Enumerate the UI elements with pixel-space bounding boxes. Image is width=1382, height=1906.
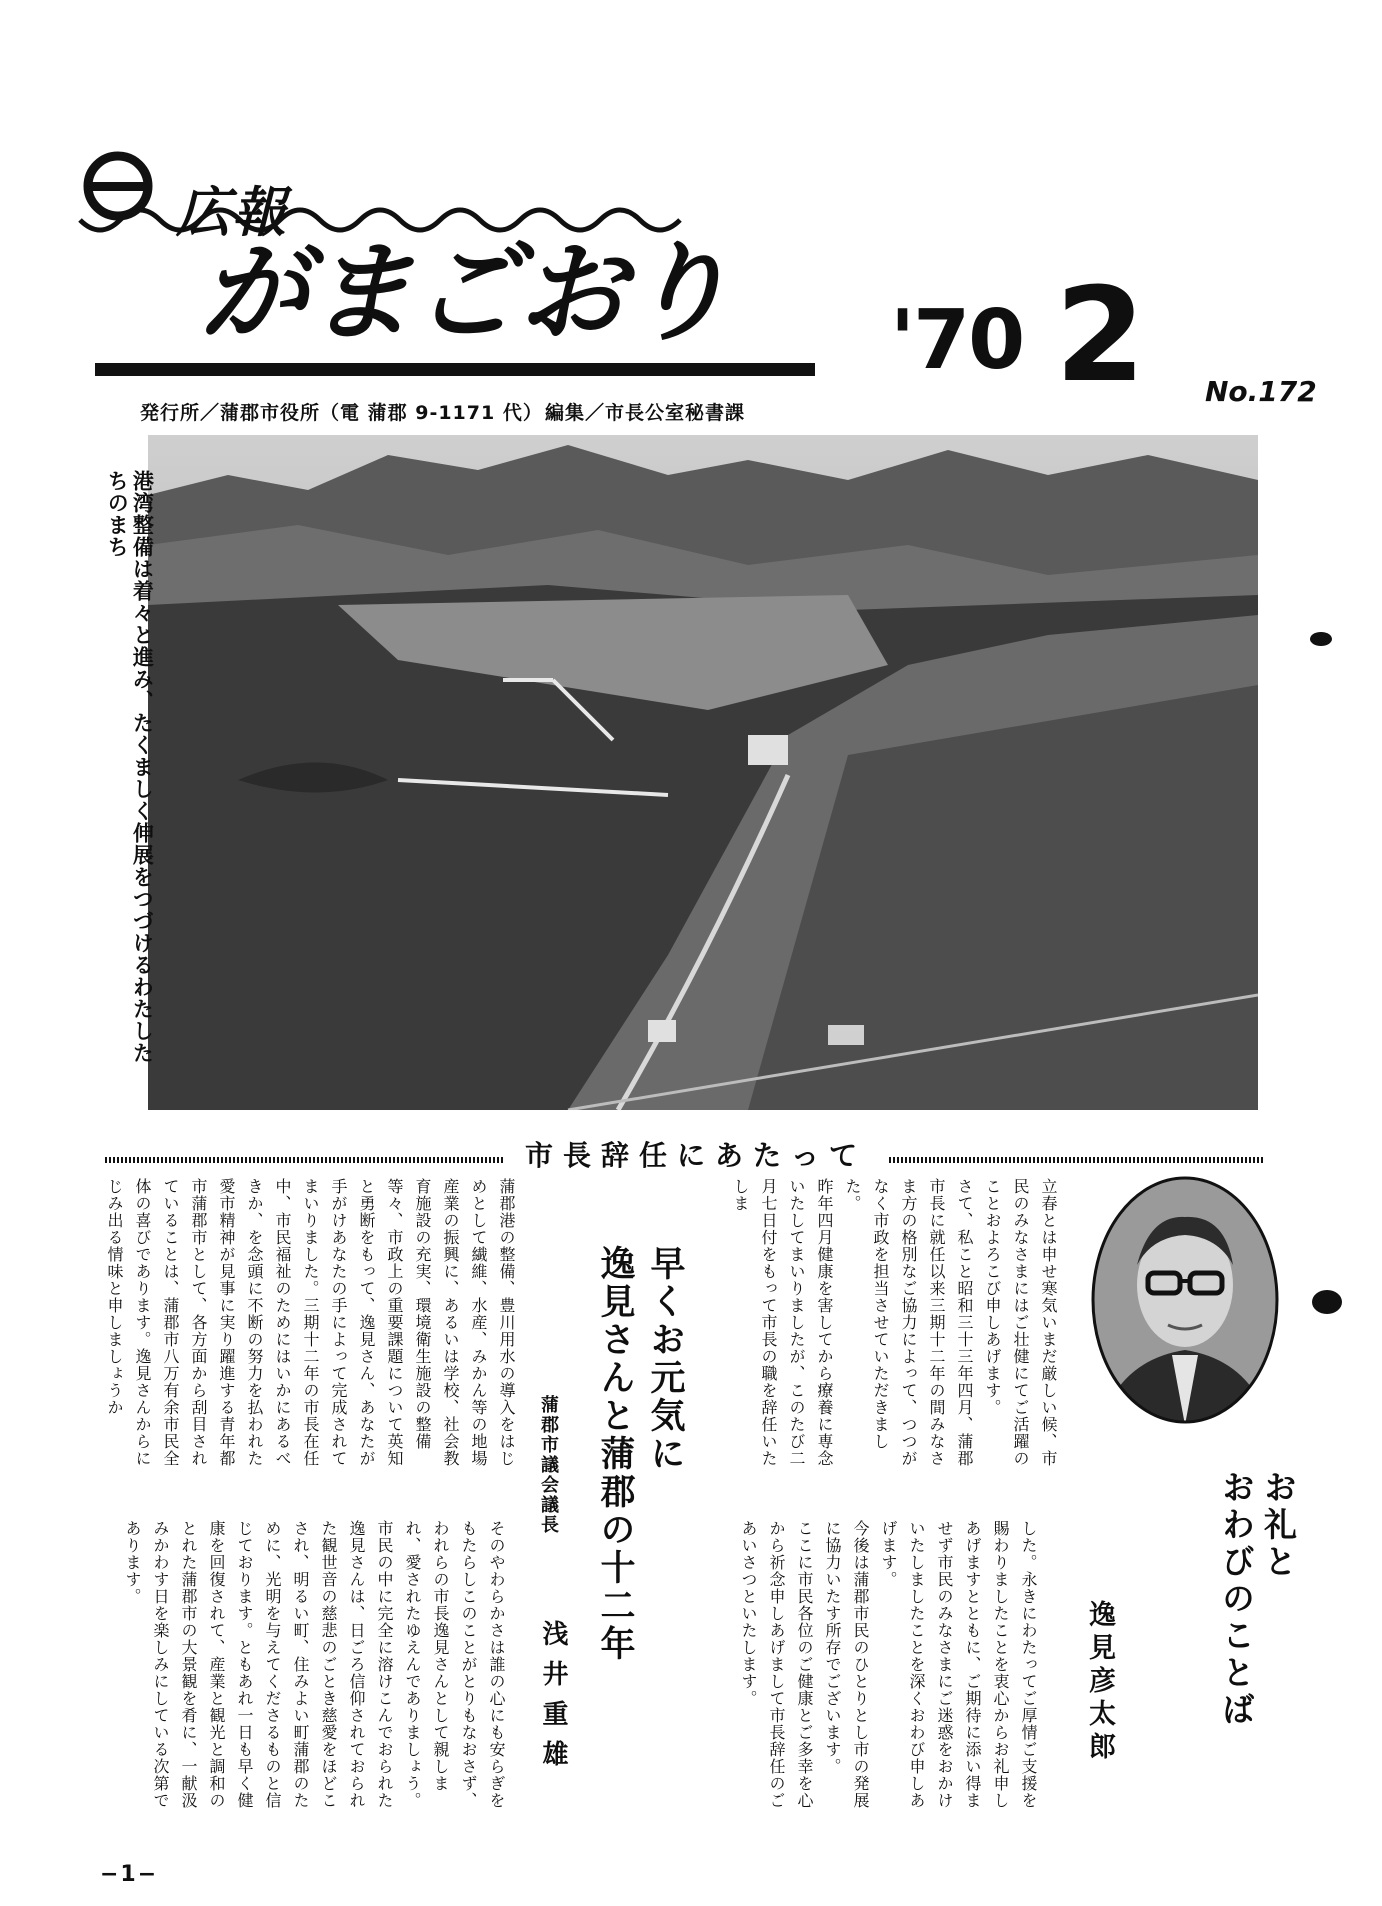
section-heading: 市長辞任にあたって — [505, 1134, 887, 1174]
mayor-text-upper — [731, 1178, 1062, 1478]
paragraph: ここに市民各位のご健康とご多幸を心から祈念申しあげまして市長辞任のごあいさつといたします。 — [739, 1520, 814, 1809]
issue-year: '70 — [890, 293, 1024, 388]
speaker-heading-line-1: 早くお元気に — [645, 1245, 685, 1473]
speaker-name: 浅井重雄 — [538, 1620, 568, 1780]
mayor-portrait — [1090, 1175, 1280, 1425]
paragraph: 今後は蒲郡市民のひとりとし市の発展に協力いたす所存でございます。 — [823, 1520, 870, 1809]
mayor-title-line-1: お礼と — [1259, 1470, 1298, 1581]
publisher-info: 発行所／蒲郡市役所（電 蒲郡 9-1171 代） — [140, 402, 543, 424]
issue-month: 2 — [1055, 259, 1146, 411]
mayor-title-line-2: おわびのことば — [1217, 1470, 1256, 1729]
aerial-photo — [148, 435, 1258, 1110]
page-number: −1− — [100, 1862, 159, 1887]
speaker-role: 蒲郡市議会議長 — [538, 1395, 559, 1535]
editor-info: 編集／市長公室秘書課 — [545, 402, 746, 424]
masthead-koho: 広報 — [176, 181, 288, 244]
paragraph: さて、私こと昭和三十三年四月、蒲郡市長に就任以来三期十二年の間みなさま方の格別なご協力によって、つつがなく市政を担当させていただきました。 — [843, 1178, 974, 1467]
paragraph: 昨年四月健康を害してから療養に専念いたしてまいりましたが、このたび二月七日付をもって市長の職を辞任いたしま — [731, 1178, 834, 1467]
ink-spot — [1312, 1290, 1342, 1314]
ink-spot — [1310, 632, 1332, 646]
paragraph: 立春とは申せ寒気いまだ厳しい候、市民のみなさまにはご壮健にてご活躍のことおよろこび申しあげます。 — [983, 1178, 1058, 1467]
speaker-text-lower — [100, 1520, 510, 1820]
masthead-underline — [95, 360, 815, 380]
speaker-text-upper — [100, 1178, 520, 1478]
paragraph: そのやわらかさは誰の心にも安らぎをもたらしこのことがとりもなおさず、われらの市長逸見さんとして親しまれ、愛されたゆえんでありましょう。市民の中に完全に溶けこんでおられた逸見さんは、日ごろ信仰されておられた観世音の慈悲のごとき慈愛をほどこされ、明るい町、住みよい町蒲郡のために、光明を与えてくださるものと信じております。ともあれ一日も早く健康を回復されて、産業と観光と調和のとれた蒲郡市の大景観を肴に、一献汲みかわす日を楽しみにしている次第であります。 — [123, 1520, 506, 1809]
speaker-message-heading — [590, 1245, 690, 1685]
paragraph: した。永きにわたってご厚情ご支援を賜わりましたことを衷心からお礼申しあげますとともに、ご期待に添い得ませず市民のみなさまにご迷惑をおかけいたしましたことを深くおわび申しあげます。 — [879, 1520, 1038, 1809]
photo-caption: 港湾整備は着々と進み、たくましく伸展をつづけるわたしたちのまち — [105, 470, 155, 1064]
speaker-heading-line-2: 逸見さんと蒲郡の十二年 — [595, 1245, 635, 1663]
issue-number: No.172 — [1205, 375, 1317, 408]
mayor-name: 逸見彦太郎 — [1084, 1600, 1115, 1765]
mayor-message-title — [1215, 1470, 1299, 1730]
paragraph: 蒲郡港の整備、豊川用水の導入をはじめとして繊維、水産、みかん等の地場産業の振興に、あるいは学校、社会教育施設の充実、環境衛生施設の整備等々、市政上の重要課題について英知と勇断をもって、逸見さん、あなたが手がけあなたの手によって完成されてまいりました。三期十二年の市長在任中、市民福祉のためにはいかにあるべきか、を念頭に不断の努力を払われた愛市精神が見事に実り躍進する青年都市蒲郡市として、各方面から刮目されていることは、蒲郡市八万有余市民全体の喜びであります。逸見さんからにじみ出る情味と申しましょうか — [105, 1178, 516, 1467]
masthead-title: がまごおり — [200, 231, 731, 356]
mayor-text-lower — [739, 1520, 1042, 1820]
